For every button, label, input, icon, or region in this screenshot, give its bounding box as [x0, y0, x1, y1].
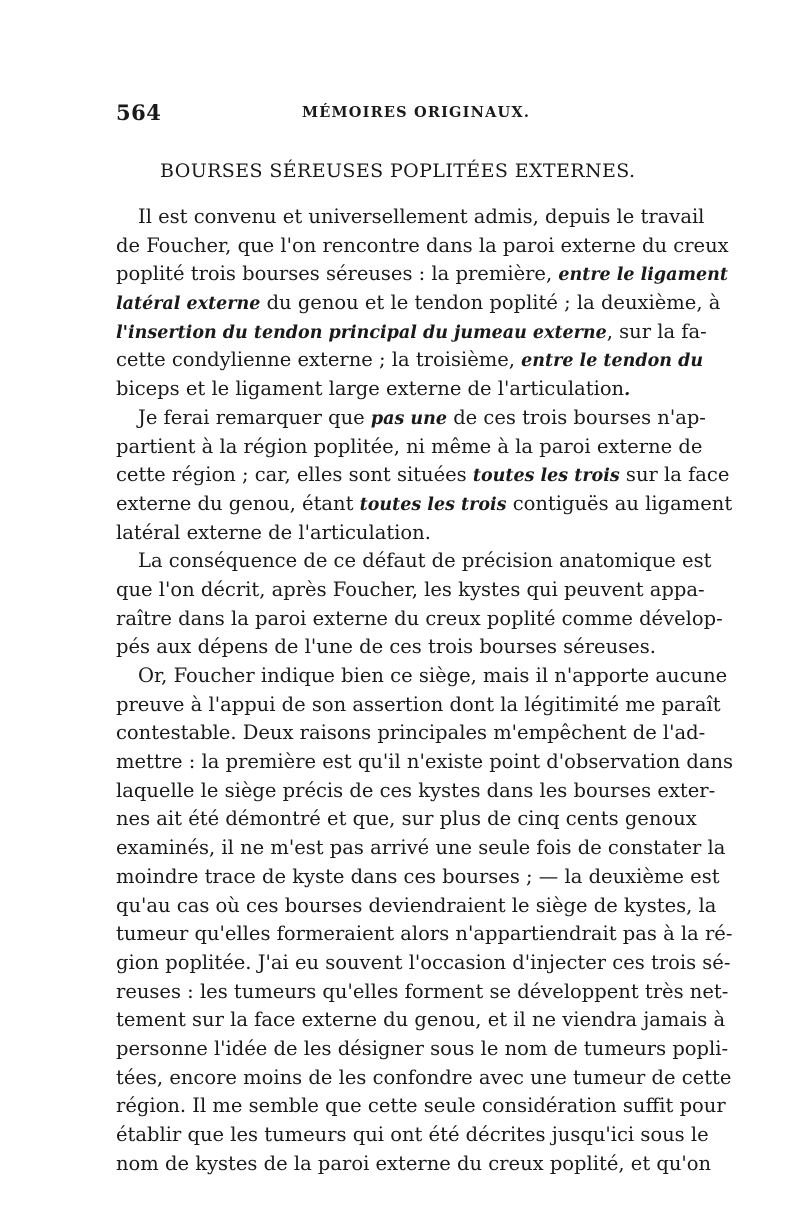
text-segment: du genou et le tendon poplité ; la deuxième, à [260, 291, 721, 315]
text-line [116, 748, 734, 777]
text-segment: biceps et le ligament large externe de l'articulation [116, 377, 625, 401]
text-line [116, 892, 717, 921]
text-line [116, 920, 733, 949]
text-segment: tumeur qu'elles formeraient alors n'appartiendrait pas à la ré- [116, 922, 733, 946]
page-number: 564 [116, 100, 162, 125]
text-segment: cette région ; car, elles sont situées [116, 463, 473, 487]
text-line [116, 203, 705, 232]
text-segment: , sur la fa- [606, 319, 707, 343]
text-line [116, 662, 728, 691]
text-segment: nes ait été démontré et que, sur plus de cinq cents genoux [116, 807, 697, 831]
text-segment: tées, encore moins de les confondre avec une tumeur de cette [116, 1065, 732, 1089]
text-segment: pés aux dépens de l'une de ces trois bourses séreuses. [116, 635, 656, 659]
text-segment: contestable. Deux raisons principales m'empêchent de l'ad- [116, 721, 706, 745]
text-line [116, 547, 712, 576]
text-line [116, 1064, 732, 1093]
text-line [116, 1006, 726, 1035]
text-line [116, 318, 707, 347]
text-line [116, 949, 731, 978]
emphasis-text: pas une [370, 408, 447, 429]
text-segment: qu'au cas où ces bourses deviendraient le siège de kystes, la [116, 893, 717, 917]
text-line [116, 777, 716, 806]
text-line [116, 633, 682, 662]
text-line [116, 719, 706, 748]
text-segment: cette condylienne externe ; la troisième, [116, 348, 522, 372]
running-head [116, 100, 686, 128]
emphasis-text: entre le tendon du [521, 351, 704, 372]
text-segment: mettre : la première est qu'il n'existe point d'observation dans [116, 750, 734, 774]
text-line [116, 1092, 726, 1121]
body-text [116, 203, 734, 1178]
text-segment: reuses : les tumeurs qu'elles forment se développent très net- [116, 979, 729, 1003]
text-segment: Or, Foucher indique bien ce siège, mais il n'apporte aucune [138, 664, 728, 687]
text-line [116, 346, 704, 375]
text-line [116, 375, 682, 404]
text-segment: poplité trois bourses séreuses : la première, [116, 262, 559, 286]
text-line [116, 834, 726, 863]
text-line [116, 805, 697, 834]
text-segment: de ces trois bourses n'ap- [447, 405, 706, 429]
text-segment: externe du genou, étant [116, 491, 360, 515]
text-segment: partient à la région poplitée, ni même à la paroi externe de [116, 434, 703, 458]
text-segment: sur la face [619, 463, 730, 487]
text-line [116, 978, 729, 1007]
emphasis-text: toutes les trois [472, 466, 620, 487]
text-line [116, 1150, 712, 1179]
text-segment: preuve à l'appui de son assertion dont la légitimité me paraît [116, 692, 721, 716]
emphasis-text: l'insertion du tendon principal du jumeau externe [116, 322, 607, 343]
text-line [116, 1035, 729, 1064]
section-title: BOURSES SÉREUSES POPLITÉES EXTERNES. [160, 160, 636, 182]
text-line [116, 490, 733, 519]
text-line [116, 691, 721, 720]
text-segment: nom de kystes de la paroi externe du creux poplité, et qu'on [116, 1151, 712, 1175]
emphasis-text: entre le ligament [558, 265, 728, 286]
emphasis-text: toutes les trois [359, 494, 507, 515]
text-line [116, 863, 720, 892]
running-title: MÉMOIRES ORIGINAUX. [302, 104, 531, 121]
text-segment: personne l'idée de les désigner sous le nom de tumeurs popli- [116, 1036, 729, 1060]
emphasis-text: . [624, 380, 631, 401]
text-line [116, 289, 721, 318]
text-segment: tement sur la face externe du genou, et il ne viendra jamais à [116, 1008, 726, 1032]
text-segment: gion poplitée. J'ai eu souvent l'occasion d'injecter ces trois sé- [116, 950, 731, 974]
text-segment: latéral externe de l'articulation. [116, 520, 431, 544]
text-segment: que l'on décrit, après Foucher, les kystes qui peuvent appa- [116, 577, 705, 601]
text-segment: examinés, il ne m'est pas arrivé une seule fois de constater la [116, 836, 726, 860]
text-line [116, 605, 723, 634]
text-segment: région. Il me semble que cette seule considération suffit pour [116, 1094, 726, 1118]
text-segment: établir que les tumeurs qui ont été décrites jusqu'ici sous le [116, 1123, 709, 1146]
text-segment: contiguës au ligament [506, 491, 733, 515]
text-line [116, 404, 706, 433]
text-segment: laquelle le siège précis de ces kystes dans les bourses exter- [116, 778, 716, 802]
text-segment: raître dans la paroi externe du creux poplité comme dévelop- [116, 606, 723, 630]
text-line [116, 433, 703, 462]
text-segment: de Foucher, que l'on rencontre dans la paroi externe du creux [116, 233, 729, 257]
text-line [116, 519, 682, 548]
text-line [116, 576, 705, 605]
emphasis-text: latéral externe [116, 294, 261, 315]
text-line [116, 232, 729, 261]
text-segment: La conséquence de ce défaut de précision anatomique est [138, 549, 712, 573]
text-line [116, 461, 730, 490]
text-segment: moindre trace de kyste dans ces bourses ; — la deuxième est [116, 864, 720, 888]
text-line [116, 260, 728, 289]
text-segment: Je ferai remarquer que [138, 405, 371, 429]
text-line [116, 1121, 709, 1150]
text-segment: Il est convenu et universellement admis, depuis le travail [138, 205, 705, 228]
